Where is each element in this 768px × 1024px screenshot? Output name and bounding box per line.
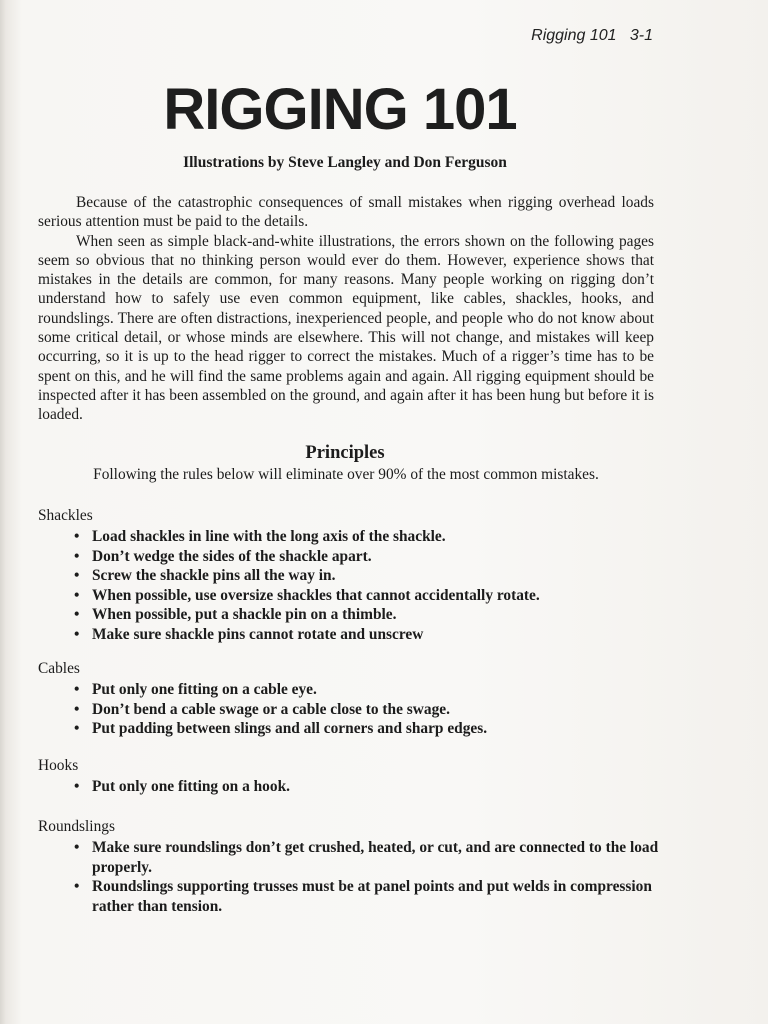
- bullet-icon: •: [74, 586, 80, 604]
- section-title: Shackles: [38, 507, 93, 524]
- list-item: [38, 680, 678, 700]
- list-item: [38, 527, 678, 547]
- list-item-text: Don’t wedge the sides of the shackle apart.: [92, 547, 372, 565]
- section-title: Roundslings: [38, 818, 115, 835]
- bullet-icon: •: [74, 681, 80, 698]
- list-item: [38, 777, 678, 797]
- list-item: [38, 877, 678, 916]
- roundslings-section: [38, 817, 678, 916]
- list-item: [38, 547, 678, 567]
- bullet-list: [38, 680, 678, 739]
- intro-paragraph: When seen as simple black-and-white illustrations, the errors shown on the following pages seem so obvious that no thinking person would ever do them. However, experience shows that mistakes in the details are common, for many reasons. Many people working on rigging don’t understand how to safely use even common equipment, like cables, shackles, hooks, and roundslings. There are often distractions, inexperienced people, and people who do not know about some critical detail, or whose minds are elsewhere. This will not change, and mistakes will keep occurring, so it is up to the head rigger to correct the mistakes. Much of a rigger’s time has to be spent on this, and he will find the same problems again and again. All rigging equipment should be inspected after it has been assembled on the ground, and again after it has been hung but before it is loaded.: [38, 232, 654, 424]
- list-item-text: Make sure shackle pins cannot rotate and unscrew: [92, 625, 424, 643]
- bullet-icon: •: [74, 720, 80, 737]
- intro-text: [38, 193, 654, 425]
- bullet-icon: •: [74, 778, 80, 795]
- list-item: [38, 700, 678, 720]
- intro-paragraph: Because of the catastrophic consequences of small mistakes when rigging overhead loads serious attention must be paid to the details.: [38, 194, 654, 231]
- shackles-section: [38, 506, 678, 644]
- list-item: [38, 566, 678, 586]
- principles-lead: Following the rules below will eliminate over 90% of the most common mistakes.: [93, 466, 599, 483]
- list-item-text: Roundslings supporting trusses must be at panel points and put welds in compression rather than tension.: [92, 878, 652, 915]
- list-item: [38, 719, 678, 739]
- list-item-text: Put only one fitting on a cable eye.: [92, 681, 317, 698]
- bullet-list: [38, 777, 678, 797]
- list-item-text: Make sure roundslings don’t get crushed, heated, or cut, and are connected to the load properly.: [92, 839, 659, 876]
- cables-section: [38, 659, 678, 739]
- illustration-credit: Illustrations by Steve Langley and Don Ferguson: [183, 154, 507, 171]
- bullet-icon: •: [74, 547, 80, 565]
- bullet-list: [38, 838, 678, 916]
- list-item-text: When possible, put a shackle pin on a thimble.: [92, 606, 397, 623]
- list-item: [38, 586, 678, 606]
- section-title: Hooks: [38, 757, 79, 774]
- principles-heading: Principles: [305, 443, 385, 463]
- running-head: Rigging 101 3-1: [531, 27, 653, 44]
- bullet-list: [38, 527, 678, 644]
- section-title: Cables: [38, 660, 80, 677]
- bullet-icon: •: [74, 878, 80, 895]
- bullet-icon: •: [74, 606, 80, 623]
- list-item: [38, 605, 678, 625]
- bullet-icon: •: [74, 528, 80, 545]
- list-item: [38, 625, 678, 645]
- bullet-icon: •: [74, 567, 80, 584]
- bullet-icon: •: [74, 839, 80, 856]
- page-title: RIGGING 101: [163, 77, 517, 142]
- list-item-text: Don’t bend a cable swage or a cable close to the swage.: [92, 700, 450, 718]
- list-item-text: Load shackles in line with the long axis of the shackle.: [92, 528, 446, 545]
- bullet-icon: •: [74, 700, 80, 718]
- list-item-text: Put only one fitting on a hook.: [92, 778, 290, 795]
- hooks-section: [38, 756, 678, 797]
- list-item-text: Screw the shackle pins all the way in.: [92, 567, 336, 584]
- bullet-icon: •: [74, 625, 80, 643]
- list-item: [38, 838, 678, 877]
- list-item-text: Put padding between slings and all corners and sharp edges.: [92, 720, 488, 737]
- list-item-text: When possible, use oversize shackles that cannot accidentally rotate.: [92, 586, 540, 604]
